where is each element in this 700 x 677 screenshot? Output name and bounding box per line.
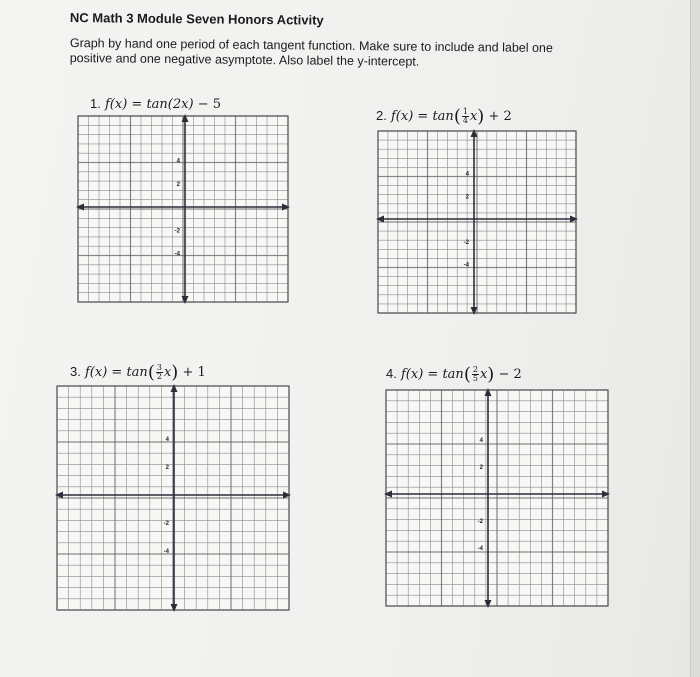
y-tick-label: 4 bbox=[479, 438, 483, 444]
y-tick-label: 2 bbox=[176, 181, 180, 188]
fraction: $\frac{3}{2}$ bbox=[156, 363, 162, 381]
y-tick-label: -2 bbox=[463, 239, 469, 246]
instructions-text: Graph by hand one period of each tangent function. Make sure to include and label one positive and one negative asymptote. Also label the y-intercept. bbox=[69, 36, 553, 69]
y-tick-label: 4 bbox=[176, 158, 180, 165]
fraction: $\frac{2}{5}$ bbox=[472, 365, 478, 383]
y-tick-label: 2 bbox=[479, 465, 483, 471]
worksheet-title: NC Math 3 Module Seven Honors Activity bbox=[69, 10, 324, 28]
problem-4-label: 4. f(x) = tan( $\frac{2}{5}$ x) − 2 bbox=[386, 364, 522, 385]
y-tick-label: -2 bbox=[163, 521, 169, 527]
y-tick-label: -4 bbox=[463, 262, 469, 269]
problem-3-label: 3. f(x) = tan( $\frac{3}{2}$ x) + 1 bbox=[70, 362, 206, 383]
y-tick-label: 2 bbox=[165, 465, 169, 471]
problem-2-label: 2. f(x) = tan( $\frac{1}{4}$ x) + 2 bbox=[376, 106, 512, 127]
page-edge bbox=[690, 0, 700, 677]
y-tick-label: -4 bbox=[477, 546, 483, 552]
problem-1-label: 1. f(x) = tan(2x) − 5 bbox=[90, 96, 221, 112]
y-tick-label: -4 bbox=[174, 251, 180, 258]
y-tick-label: 2 bbox=[465, 194, 469, 201]
y-tick-label: 4 bbox=[165, 437, 169, 443]
y-tick-label: -4 bbox=[163, 549, 169, 555]
fraction: $\frac{1}{4}$ bbox=[462, 107, 468, 125]
y-tick-label: -2 bbox=[174, 228, 180, 235]
y-tick-label: -2 bbox=[477, 519, 483, 525]
y-tick-label: 4 bbox=[465, 171, 469, 178]
